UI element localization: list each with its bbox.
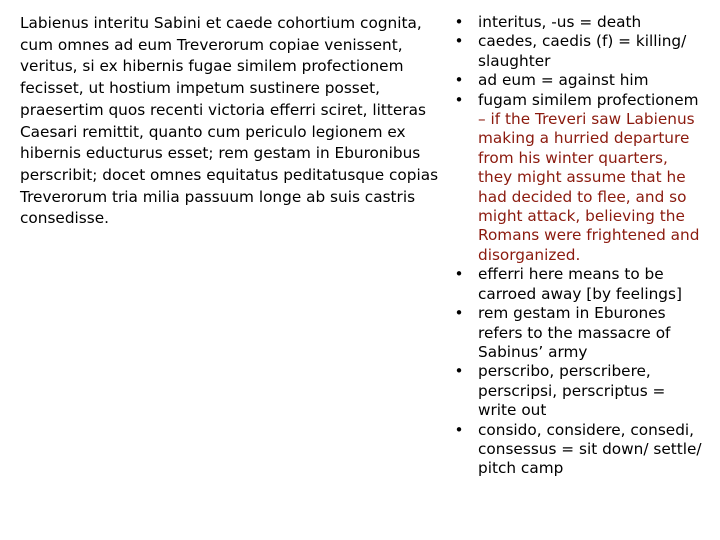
- note-explanation-line: – if the Treveri saw Labienus: [478, 110, 695, 129]
- note-item: [452, 265, 718, 304]
- note-item: [452, 32, 718, 71]
- note-explanation-line: from his winter quarters,: [478, 148, 668, 167]
- note-explanation-line: they might assume that he: [478, 168, 686, 187]
- note-item: [452, 304, 718, 362]
- note-explanation-line: might attack, believing the: [478, 207, 685, 226]
- note-line: fugam similem profectionem: [478, 90, 699, 109]
- note-item: [452, 91, 718, 266]
- note-item: [452, 362, 718, 420]
- note-line: caedes, caedis (f) = killing/: [478, 32, 687, 51]
- latin-line: fecisset, ut hostium impetum sustinere posset,: [20, 79, 381, 98]
- note-line: write out: [478, 401, 547, 420]
- latin-line: praesertim quos recenti victoria efferri sciret, litteras: [20, 100, 426, 119]
- note-line: Sabinus’ army: [478, 342, 588, 361]
- bullet-icon: •: [454, 71, 464, 90]
- latin-line: veritus, si ex hibernis fugae similem profectionem: [20, 57, 404, 76]
- note-item: [452, 71, 718, 90]
- bullet-icon: •: [454, 13, 464, 31]
- note-explanation-line: had decided to flee, and so: [478, 187, 687, 206]
- bullet-icon: •: [454, 420, 464, 439]
- note-line: carroed away [by feelings]: [478, 284, 682, 303]
- bullet-icon: •: [454, 304, 464, 323]
- latin-line: perscribit; docet omnes equitatus peditatusque copias: [20, 165, 439, 184]
- note-line: consido, considere, consedi,: [478, 420, 695, 439]
- note-line: perscribo, perscribere,: [478, 362, 651, 381]
- latin-line: Labienus interitu Sabini et caede cohortium cognita,: [20, 14, 422, 32]
- bullet-icon: •: [454, 90, 464, 109]
- note-line: pitch camp: [478, 459, 564, 478]
- note-line: interitus, -us = death: [478, 13, 642, 31]
- vocabulary-notes: [452, 13, 718, 479]
- note-explanation-line: disorganized.: [478, 245, 581, 264]
- note-line: consessus = sit down/ settle/: [478, 439, 702, 458]
- latin-line: consedisse.: [20, 209, 110, 228]
- bullet-icon: •: [454, 32, 464, 51]
- latin-line: Treverorum tria milia passuum longe ab suis castris: [20, 187, 416, 206]
- note-explanation-line: making a hurried departure: [478, 129, 690, 148]
- note-line: rem gestam in Eburones: [478, 304, 666, 323]
- note-item: [452, 13, 718, 32]
- bullet-icon: •: [454, 362, 464, 381]
- note-line: perscripsi, perscriptus =: [478, 381, 666, 400]
- bullet-icon: •: [454, 265, 464, 284]
- note-line: refers to the massacre of: [478, 323, 671, 342]
- note-line: slaughter: [478, 51, 551, 70]
- note-line: efferri here means to be: [478, 265, 664, 284]
- note-line: ad eum = against him: [478, 71, 649, 90]
- note-explanation-line: Romans were frightened and: [478, 226, 700, 245]
- latin-line: Caesari remittit, quanto cum periculo legionem ex: [20, 122, 406, 141]
- latin-line: hibernis educturus esset; rem gestam in Eburonibus: [20, 144, 421, 163]
- latin-passage: [20, 13, 450, 230]
- latin-line: cum omnes ad eum Treverorum copiae venissent,: [20, 35, 403, 54]
- note-item: [452, 421, 718, 479]
